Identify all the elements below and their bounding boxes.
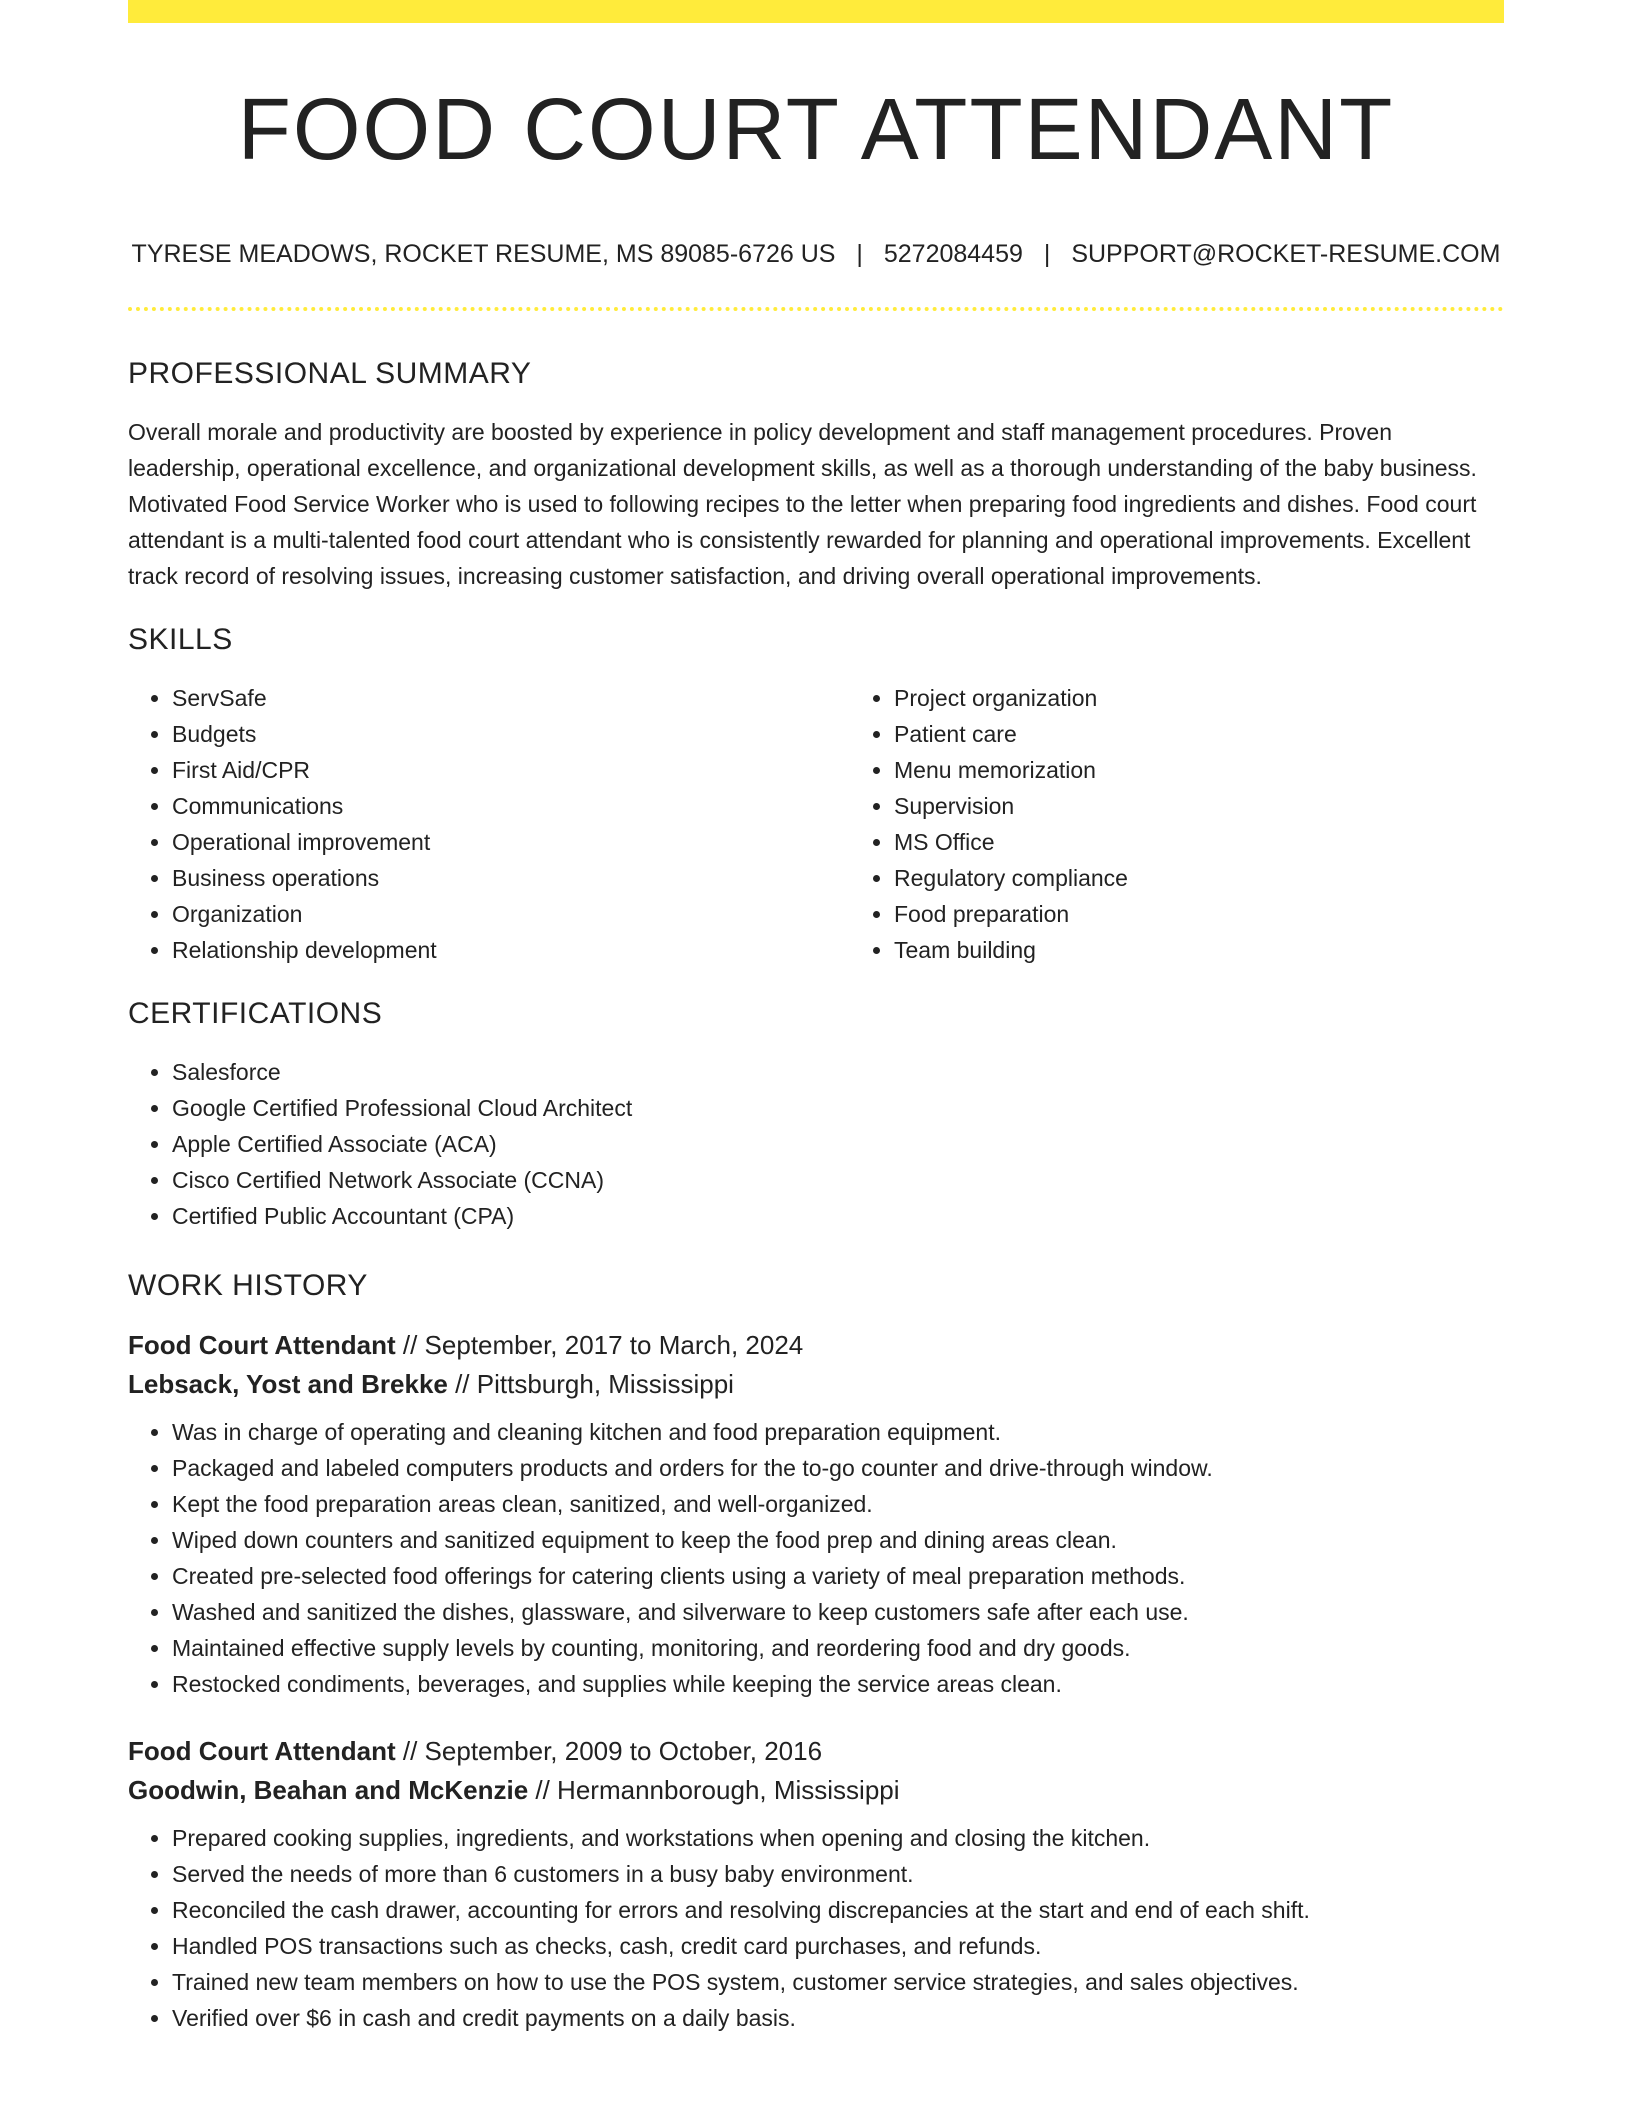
skill-item: • Budgets — [172, 716, 850, 752]
job-bullet: • Reconciled the cash drawer, accounting for errors and resolving discrepancies at the start and end of each shift. — [172, 1892, 1504, 1928]
contact-separator: | — [1043, 240, 1051, 268]
certification-item: • Cisco Certified Network Associate (CCNA) — [172, 1162, 1504, 1198]
skill-item: • Organization — [172, 896, 850, 932]
skill-item: • First Aid/CPR — [172, 752, 850, 788]
skill-item: • Supervision — [894, 788, 1572, 824]
job-title: Food Court Attendant — [128, 1736, 396, 1766]
skill-item: • Communications — [172, 788, 850, 824]
certification-item: • Apple Certified Associate (ACA) — [172, 1126, 1504, 1162]
job-bullet: • Packaged and labeled computers products and orders for the to-go counter and drive-through window. — [172, 1450, 1504, 1486]
job-bullet: • Was in charge of operating and cleaning kitchen and food preparation equipment. — [172, 1414, 1504, 1450]
job-location: // Hermannborough, Mississippi — [528, 1775, 900, 1805]
work-history-heading: WORK HISTORY — [128, 1269, 368, 1302]
certification-item: • Certified Public Accountant (CPA) — [172, 1198, 1504, 1234]
job-bullet: • Handled POS transactions such as checks, cash, credit card purchases, and refunds. — [172, 1928, 1504, 1964]
job-bullet: • Restocked condiments, beverages, and supplies while keeping the service areas clean. — [172, 1666, 1504, 1702]
certification-item: • Google Certified Professional Cloud Architect — [172, 1090, 1504, 1126]
job-entry — [128, 1732, 1504, 2036]
job-company: Goodwin, Beahan and McKenzie — [128, 1775, 529, 1805]
certification-item: • Salesforce — [172, 1054, 1504, 1090]
resume-title: FOOD COURT ATTENDANT — [237, 81, 1395, 178]
job-bullet: • Created pre-selected food offerings for catering clients using a variety of meal preparation methods. — [172, 1558, 1504, 1594]
job-dates: // September, 2009 to October, 2016 — [395, 1736, 823, 1766]
job-bullets — [128, 1414, 1504, 1702]
resume-content — [128, 350, 1504, 2036]
job-title-line — [128, 1326, 1504, 1365]
summary-text: Overall morale and productivity are boosted by experience in policy development and staff management procedures. Proven leadership, operational excellence, and organizational development skills, as well as a thorough understanding of the baby business. Motivated Food Service Worker who is used to following recipes to the letter when preparing food ingredients and dishes. Food court attendant is a multi-talented food court attendant who is consistently rewarded for planning and operational improvements. Excellent track record of resolving issues, increasing customer satisfaction, and driving overall operational improvements. — [128, 419, 1477, 589]
skill-item: • Team building — [894, 932, 1572, 968]
skill-item: • Business operations — [172, 860, 850, 896]
job-entry — [128, 1326, 1504, 1702]
job-location: // Pittsburgh, Mississippi — [447, 1369, 734, 1399]
job-title-line — [128, 1732, 1504, 1771]
skill-item: • Operational improvement — [172, 824, 850, 860]
job-company-line — [128, 1365, 1504, 1404]
contact-email: SUPPORT@ROCKET-RESUME.COM — [1071, 240, 1501, 268]
job-bullet: • Washed and sanitized the dishes, glassware, and silverware to keep customers safe after each use. — [172, 1594, 1504, 1630]
summary-section — [128, 350, 1504, 594]
summary-heading: PROFESSIONAL SUMMARY — [128, 357, 532, 390]
skills-list-left — [128, 680, 850, 968]
contact-phone: 5272084459 — [883, 240, 1023, 268]
certifications-section — [128, 990, 1504, 1234]
job-bullet: • Trained new team members on how to use the POS system, customer service strategies, and sales objectives. — [172, 1964, 1504, 2000]
skills-section — [128, 616, 1504, 968]
contact-line — [128, 236, 1504, 272]
job-title: Food Court Attendant — [128, 1330, 396, 1360]
certifications-heading: CERTIFICATIONS — [128, 997, 383, 1030]
job-dates: // September, 2017 to March, 2024 — [395, 1330, 804, 1360]
skills-columns — [128, 680, 1504, 968]
work-history-section — [128, 1262, 1504, 2036]
job-company: Lebsack, Yost and Brekke — [128, 1369, 448, 1399]
job-bullet: • Prepared cooking supplies, ingredients, and workstations when opening and closing the kitchen. — [172, 1820, 1504, 1856]
job-bullet: • Served the needs of more than 6 customers in a busy baby environment. — [172, 1856, 1504, 1892]
job-bullet: • Kept the food preparation areas clean, sanitized, and well-organized. — [172, 1486, 1504, 1522]
skill-item: • ServSafe — [172, 680, 850, 716]
skill-item: • Patient care — [894, 716, 1572, 752]
skill-item: • Menu memorization — [894, 752, 1572, 788]
dotted-divider — [128, 307, 1504, 311]
skill-item: • Relationship development — [172, 932, 850, 968]
skill-item: • MS Office — [894, 824, 1572, 860]
skills-list-right — [850, 680, 1572, 968]
contact-address: TYRESE MEADOWS, ROCKET RESUME, MS 89085-6726 US — [131, 240, 836, 268]
skills-heading: SKILLS — [128, 623, 233, 656]
job-bullet: • Maintained effective supply levels by counting, monitoring, and reordering food and dry goods. — [172, 1630, 1504, 1666]
job-company-line — [128, 1771, 1504, 1810]
skill-item: • Regulatory compliance — [894, 860, 1572, 896]
certifications-list — [128, 1054, 1504, 1234]
skill-item: • Project organization — [894, 680, 1572, 716]
job-bullet: • Wiped down counters and sanitized equipment to keep the food prep and dining areas clean. — [172, 1522, 1504, 1558]
accent-bar — [128, 0, 1504, 23]
job-bullet: • Verified over $6 in cash and credit payments on a daily basis. — [172, 2000, 1504, 2036]
job-bullets — [128, 1820, 1504, 2036]
contact-separator: | — [856, 240, 863, 268]
skill-item: • Food preparation — [894, 896, 1572, 932]
